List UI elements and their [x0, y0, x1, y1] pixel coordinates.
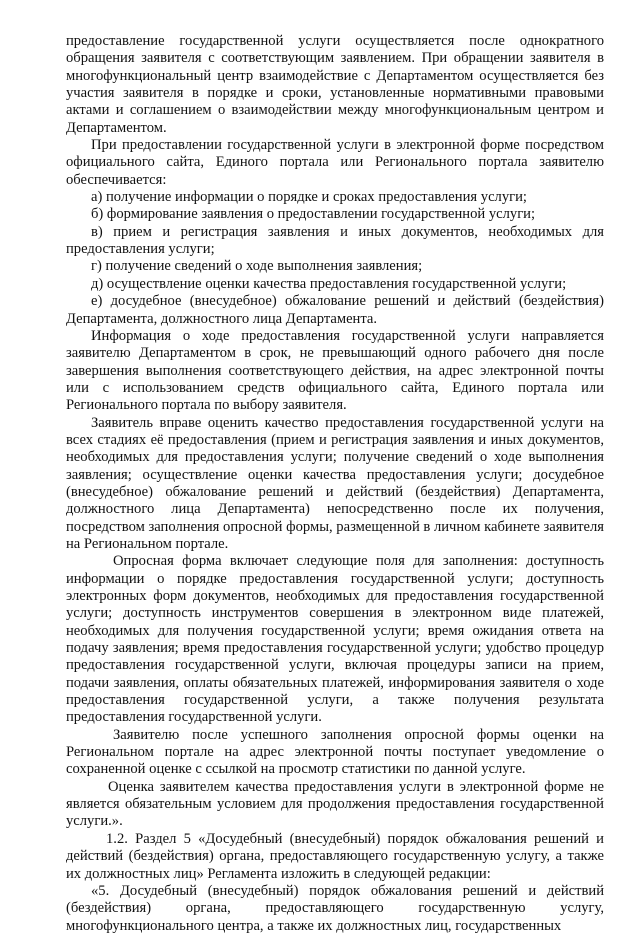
- paragraph-7: Оценка заявителем качества предоставления услуги в электронной форме не является обязательным условием для продолжения предоставления государственной услуги.».: [66, 778, 604, 830]
- list-item-v: в) прием и регистрация заявления и иных документов, необходимых для предоставления услуги;: [66, 223, 604, 258]
- list-item-b: б) формирование заявления о предоставлении государственной услуги;: [91, 206, 536, 223]
- paragraph-3: Информация о ходе предоставления государственной услуги направляется заявителю Департаментом в срок, не превышающий одного рабочего дня после завершения выполнения соответствующего действия, на адрес электронной почты или с использованием средств официального сайта, Единого портала или Регионального портала по выбору заявителя.: [66, 327, 604, 414]
- document-page: [66, 33, 604, 935]
- list-item-a: а) получение информации о порядке и сроках предоставления услуги;: [91, 189, 527, 206]
- paragraph-2: При предоставлении государственной услуги в электронной форме посредством официального сайта, Единого портала или Регионального портала заявителю обеспечивается:: [66, 137, 604, 188]
- paragraph-1: предоставление государственной услуги осуществляется после однократного обращения заявителя с соответствующим заявлением. При обращении заявителя в многофункциональный центр взаимодействие с Департаментом осуществляется без участия заявителя в порядке и сроки, установленные нормативными правовыми актами и соглашением о взаимодействии между многофункциональным центром и Департаментом.: [66, 33, 604, 136]
- paragraph-4: Заявитель вправе оценить качество предоставления государственной услуги на всех стадиях её предоставления (прием и регистрация заявления и иных документов, необходимых для предоставления услуги; получение сведений о ходе выполнения заявления; осуществление оценки качества предоставления услуги; досудебное (внесудебное) обжалование решений и действий (бездействия) Департамента, должностного лица Департамента) непосредственно после их получения, посредством заполнения опросной формы, размещенной в личном кабинете заявителя на Региональном портале.: [66, 414, 604, 552]
- paragraph-5: Опросная форма включает следующие поля для заполнения: доступность информации о порядке предоставления государственной услуги; доступность электронных форм документов, необходимых для предоставления государственной услуги; доступность инструментов совершения в электронном виде платежей, необходимых для получения государственной услуги; время ожидания ответа на подачу заявления; время предоставления государственной услуги; удобство процедур предоставления государственной услуги, включая процедуры записи на прием, подачи заявления, оплаты обязательных платежей, информирования заявителя о ходе предоставления государственной услуги, а также получения результата предоставления государственной услуги.: [66, 553, 604, 726]
- paragraph-8: 1.2. Раздел 5 «Досудебный (внесудебный) порядок обжалования решений и действий (бездействия) органа, предоставляющего государственную услугу, а также их должностных лиц» Регламента изложить в следующей редакции:: [66, 830, 604, 882]
- list-item-e: е) досудебное (внесудебное) обжалование решений и действий (бездействия) Департамента, должностного лица Департамента.: [66, 293, 604, 327]
- list-item-g: г) получение сведений о ходе выполнения заявления;: [91, 258, 423, 275]
- list-item-d: д) осуществление оценки качества предоставления государственной услуги;: [91, 275, 567, 292]
- paragraph-6: Заявителю после успешного заполнения опросной формы оценки на Региональном портале на адрес электронной почты поступает уведомление о сохраненной оценке с ссылкой на просмотр статистики по данной услуге.: [66, 726, 604, 778]
- paragraph-9: «5. Досудебный (внесудебный) порядок обжалования решений и действий (бездействия) органа, предоставляющего государственную услугу, многофункционального центра, а также их должностных лиц, государственных: [66, 882, 604, 934]
